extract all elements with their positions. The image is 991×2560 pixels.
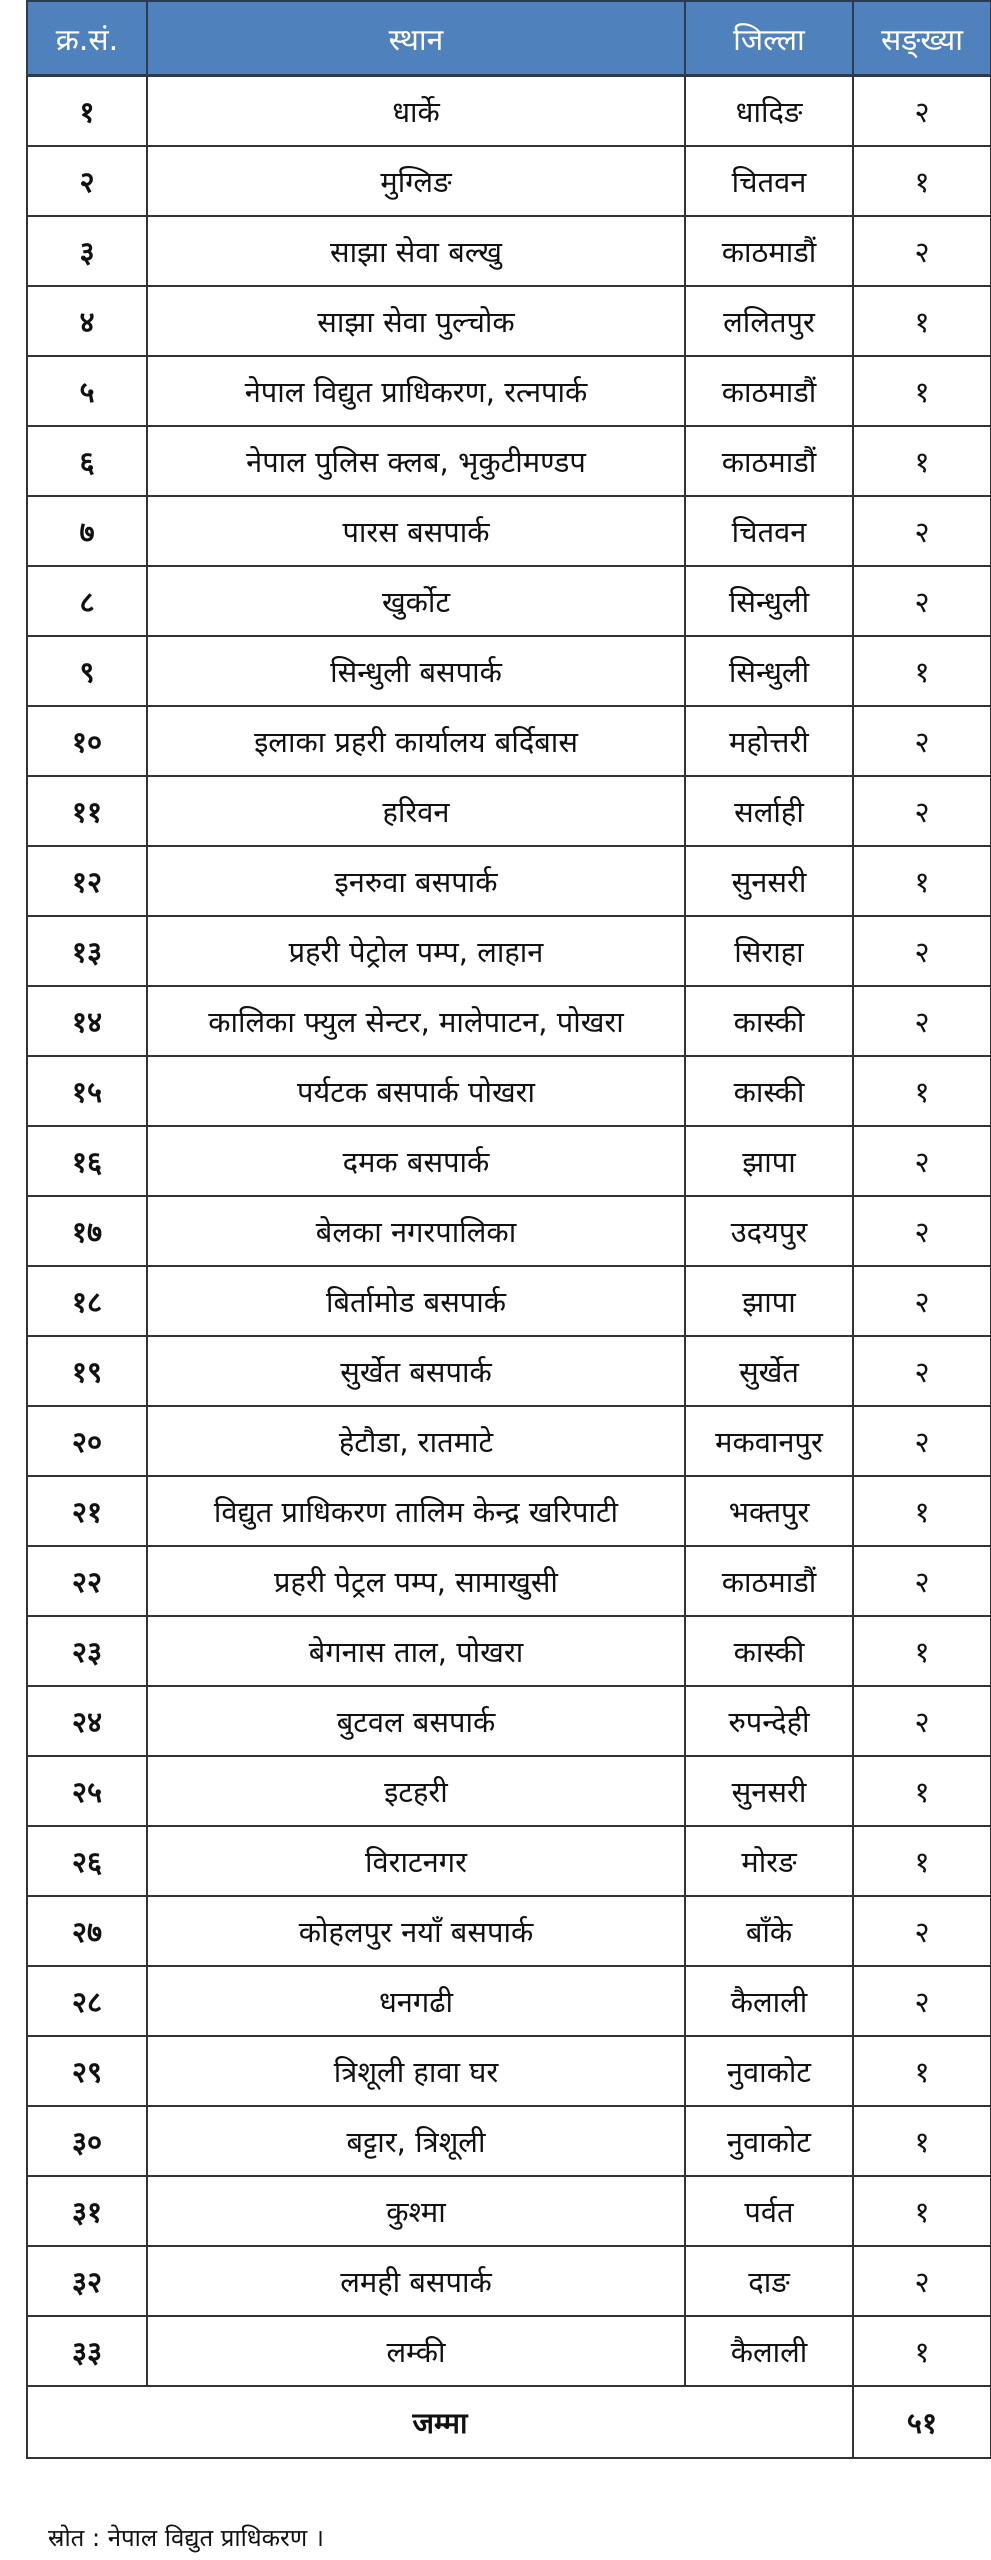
cell-serial-number: ४	[27, 286, 147, 356]
table-row	[27, 426, 991, 496]
cell-location: मुग्लिङ	[147, 146, 685, 216]
cell-location: विराटनगर	[147, 1826, 685, 1896]
cell-district: बाँके	[685, 1896, 853, 1966]
table-row	[27, 1896, 991, 1966]
header-district: जिल्ला	[685, 1, 853, 76]
table-row	[27, 356, 991, 426]
cell-serial-number: ८	[27, 566, 147, 636]
cell-serial-number: १८	[27, 1266, 147, 1336]
table-row	[27, 1196, 991, 1266]
table-row	[27, 706, 991, 776]
cell-location: सिन्धुली बसपार्क	[147, 636, 685, 706]
cell-serial-number: २६	[27, 1826, 147, 1896]
cell-serial-number: १२	[27, 846, 147, 916]
cell-serial-number: ५	[27, 356, 147, 426]
cell-count: १	[853, 146, 991, 216]
cell-district: नुवाकोट	[685, 2106, 853, 2176]
cell-location: बट्टार, त्रिशूली	[147, 2106, 685, 2176]
cell-serial-number: १४	[27, 986, 147, 1056]
table-header-row	[27, 1, 991, 76]
cell-location: त्रिशूली हावा घर	[147, 2036, 685, 2106]
cell-serial-number: १५	[27, 1056, 147, 1126]
cell-district: पर्वत	[685, 2176, 853, 2246]
cell-serial-number: ३०	[27, 2106, 147, 2176]
header-count: सङ्ख्या	[853, 1, 991, 76]
cell-count: २	[853, 216, 991, 286]
table-row	[27, 1966, 991, 2036]
cell-serial-number: २	[27, 146, 147, 216]
cell-district: मोरङ	[685, 1826, 853, 1896]
cell-location: इलाका प्रहरी कार्यालय बर्दिबास	[147, 706, 685, 776]
table-row	[27, 566, 991, 636]
cell-count: १	[853, 286, 991, 356]
total-label: जम्मा	[27, 2386, 853, 2458]
cell-location: साझा सेवा पुल्चोक	[147, 286, 685, 356]
cell-serial-number: ३३	[27, 2316, 147, 2386]
cell-district: भक्तपुर	[685, 1476, 853, 1546]
cell-district: सुनसरी	[685, 846, 853, 916]
cell-district: मकवानपुर	[685, 1406, 853, 1476]
cell-count: २	[853, 986, 991, 1056]
cell-location: धार्के	[147, 76, 685, 147]
table-row	[27, 146, 991, 216]
cell-count: २	[853, 1546, 991, 1616]
cell-district: नुवाकोट	[685, 2036, 853, 2106]
cell-location: विद्युत प्राधिकरण तालिम केन्द्र खरिपाटी	[147, 1476, 685, 1546]
cell-count: १	[853, 2316, 991, 2386]
cell-serial-number: ११	[27, 776, 147, 846]
cell-location: पर्यटक बसपार्क पोखरा	[147, 1056, 685, 1126]
table-row	[27, 1476, 991, 1546]
cell-serial-number: २५	[27, 1756, 147, 1826]
document-table-wrapper	[26, 0, 990, 2459]
cell-serial-number: २९	[27, 2036, 147, 2106]
table-row	[27, 286, 991, 356]
cell-district: कैलाली	[685, 1966, 853, 2036]
cell-count: २	[853, 1686, 991, 1756]
cell-count: २	[853, 1266, 991, 1336]
cell-serial-number: १६	[27, 1126, 147, 1196]
cell-count: २	[853, 1196, 991, 1266]
cell-location: खुर्कोट	[147, 566, 685, 636]
table-row	[27, 76, 991, 147]
header-serial-number: क्र.सं.	[27, 1, 147, 76]
table-row	[27, 1756, 991, 1826]
charging-stations-table	[26, 0, 991, 2459]
cell-location: साझा सेवा बल्खु	[147, 216, 685, 286]
cell-serial-number: १९	[27, 1336, 147, 1406]
cell-district: महोत्तरी	[685, 706, 853, 776]
cell-location: पारस बसपार्क	[147, 496, 685, 566]
cell-count: २	[853, 76, 991, 147]
table-row	[27, 846, 991, 916]
cell-count: १	[853, 426, 991, 496]
cell-serial-number: १०	[27, 706, 147, 776]
cell-location: कुश्मा	[147, 2176, 685, 2246]
cell-count: १	[853, 1616, 991, 1686]
cell-serial-number: ३	[27, 216, 147, 286]
cell-count: २	[853, 1126, 991, 1196]
cell-count: २	[853, 566, 991, 636]
cell-serial-number: २१	[27, 1476, 147, 1546]
table-row	[27, 216, 991, 286]
source-note: स्रोत : नेपाल विद्युत प्राधिकरण ।	[48, 2524, 324, 2552]
cell-district: सुर्खेत	[685, 1336, 853, 1406]
table-row	[27, 2036, 991, 2106]
cell-count: २	[853, 496, 991, 566]
cell-district: धादिङ	[685, 76, 853, 147]
cell-count: १	[853, 2036, 991, 2106]
table-row	[27, 916, 991, 986]
cell-district: ललितपुर	[685, 286, 853, 356]
cell-location: इटहरी	[147, 1756, 685, 1826]
cell-serial-number: २०	[27, 1406, 147, 1476]
cell-count: २	[853, 1966, 991, 2036]
cell-location: इनरुवा बसपार्क	[147, 846, 685, 916]
cell-district: सुनसरी	[685, 1756, 853, 1826]
cell-serial-number: २८	[27, 1966, 147, 2036]
cell-serial-number: ३१	[27, 2176, 147, 2246]
cell-location: हेटौडा, रातमाटे	[147, 1406, 685, 1476]
cell-location: प्रहरी पेट्रोल पम्प, लाहान	[147, 916, 685, 986]
cell-district: चितवन	[685, 146, 853, 216]
cell-location: बुटवल बसपार्क	[147, 1686, 685, 1756]
table-row	[27, 636, 991, 706]
cell-location: धनगढी	[147, 1966, 685, 2036]
cell-serial-number: २४	[27, 1686, 147, 1756]
cell-district: सिराहा	[685, 916, 853, 986]
cell-location: लमही बसपार्क	[147, 2246, 685, 2316]
table-row	[27, 1266, 991, 1336]
cell-district: कास्की	[685, 1056, 853, 1126]
cell-district: कैलाली	[685, 2316, 853, 2386]
cell-location: बिर्तामोड बसपार्क	[147, 1266, 685, 1336]
cell-district: दाङ	[685, 2246, 853, 2316]
table-row	[27, 2106, 991, 2176]
table-row	[27, 2246, 991, 2316]
cell-district: सिन्धुली	[685, 566, 853, 636]
cell-serial-number: ९	[27, 636, 147, 706]
cell-location: बेगनास ताल, पोखरा	[147, 1616, 685, 1686]
cell-count: १	[853, 1476, 991, 1546]
cell-count: २	[853, 706, 991, 776]
cell-serial-number: २२	[27, 1546, 147, 1616]
cell-count: २	[853, 916, 991, 986]
cell-count: १	[853, 2176, 991, 2246]
cell-district: झापा	[685, 1266, 853, 1336]
cell-serial-number: १३	[27, 916, 147, 986]
cell-count: २	[853, 1336, 991, 1406]
cell-location: हरिवन	[147, 776, 685, 846]
cell-district: कास्की	[685, 1616, 853, 1686]
header-location: स्थान	[147, 1, 685, 76]
cell-serial-number: २३	[27, 1616, 147, 1686]
table-row	[27, 1616, 991, 1686]
cell-location: सुर्खेत बसपार्क	[147, 1336, 685, 1406]
cell-location: कालिका फ्युल सेन्टर, मालेपाटन, पोखरा	[147, 986, 685, 1056]
cell-serial-number: २७	[27, 1896, 147, 1966]
cell-location: कोहलपुर नयाँ बसपार्क	[147, 1896, 685, 1966]
cell-location: दमक बसपार्क	[147, 1126, 685, 1196]
cell-location: बेलका नगरपालिका	[147, 1196, 685, 1266]
table-row	[27, 776, 991, 846]
cell-district: काठमाडौं	[685, 216, 853, 286]
total-value: ५१	[853, 2386, 991, 2458]
cell-count: २	[853, 1896, 991, 1966]
cell-district: सिन्धुली	[685, 636, 853, 706]
table-body	[27, 76, 991, 2387]
cell-count: १	[853, 1826, 991, 1896]
cell-serial-number: १	[27, 76, 147, 147]
cell-count: २	[853, 776, 991, 846]
table-row	[27, 496, 991, 566]
table-row	[27, 1406, 991, 1476]
cell-district: झापा	[685, 1126, 853, 1196]
table-row	[27, 1686, 991, 1756]
cell-serial-number: १७	[27, 1196, 147, 1266]
table-row	[27, 986, 991, 1056]
cell-district: रुपन्देही	[685, 1686, 853, 1756]
table-row	[27, 1336, 991, 1406]
cell-count: १	[853, 636, 991, 706]
cell-serial-number: ७	[27, 496, 147, 566]
cell-district: काठमाडौं	[685, 356, 853, 426]
table-row	[27, 1826, 991, 1896]
cell-count: १	[853, 1756, 991, 1826]
table-total-row	[27, 2386, 991, 2458]
cell-serial-number: ३२	[27, 2246, 147, 2316]
cell-location: नेपाल विद्युत प्राधिकरण, रत्नपार्क	[147, 356, 685, 426]
cell-district: काठमाडौं	[685, 426, 853, 496]
cell-count: १	[853, 2106, 991, 2176]
cell-count: १	[853, 356, 991, 426]
cell-count: १	[853, 1056, 991, 1126]
table-row	[27, 1126, 991, 1196]
cell-count: १	[853, 846, 991, 916]
cell-count: २	[853, 2246, 991, 2316]
table-row	[27, 2316, 991, 2386]
cell-location: लम्की	[147, 2316, 685, 2386]
cell-location: नेपाल पुलिस क्लब, भृकुटीमण्डप	[147, 426, 685, 496]
cell-serial-number: ६	[27, 426, 147, 496]
cell-count: २	[853, 1406, 991, 1476]
cell-district: कास्की	[685, 986, 853, 1056]
cell-location: प्रहरी पेट्रल पम्प, सामाखुसी	[147, 1546, 685, 1616]
cell-district: काठमाडौं	[685, 1546, 853, 1616]
table-row	[27, 1546, 991, 1616]
cell-district: सर्लाही	[685, 776, 853, 846]
cell-district: चितवन	[685, 496, 853, 566]
cell-district: उदयपुर	[685, 1196, 853, 1266]
table-row	[27, 2176, 991, 2246]
table-row	[27, 1056, 991, 1126]
